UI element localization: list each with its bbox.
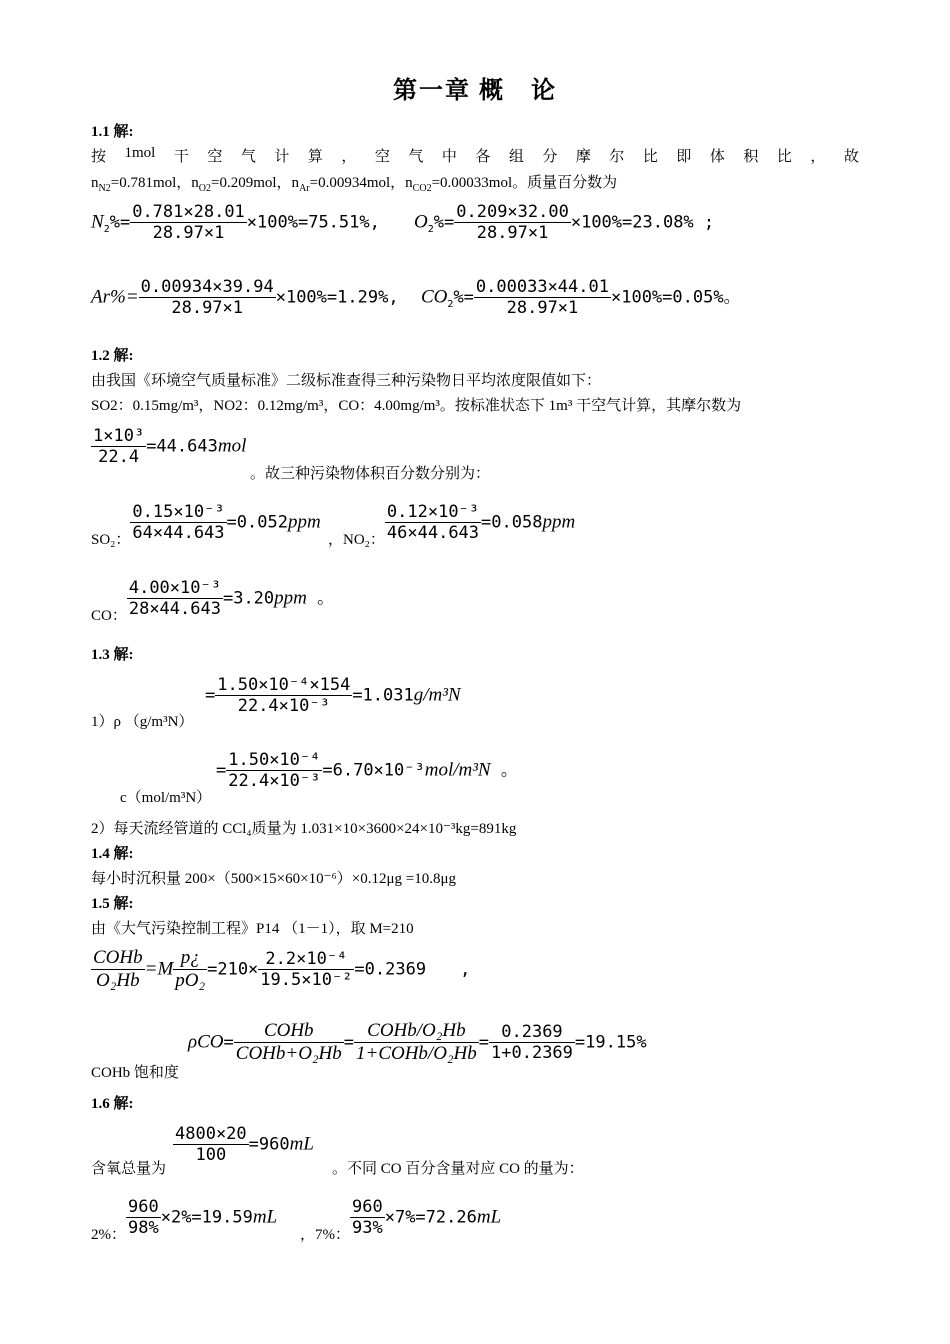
s15-line1: 由《大气污染控制工程》P14 （1－1），取 M=210 (91, 921, 414, 937)
equation-cohb-ratio: $\frac{\text{COHb}}{\text{O₂Hb}}$ =M $\frac{p¿}{\text{pO₂}}$ =210× $\frac{\text{2.2×10⁻⁴}}{\text{19.5×10⁻²}}$ =0.2369 , (93, 947, 471, 991)
s11-word: 1mol (124, 145, 156, 161)
s11-word: 故 (843, 149, 859, 165)
equation-no2: ，NO₂： $\frac{\text{0.12×10⁻³}}{46\times 44.643}$ =0.058ppm (328, 502, 576, 548)
s11-word: 算 (307, 149, 323, 165)
s14-line1: 每小时沉积量 200×（500×15×60×10⁻⁶）×0.12μg =10.8μg (91, 871, 456, 887)
section-heading-1-3: 1.3 解: (91, 647, 134, 663)
equation-co: CO： $\frac{\text{4.00×10⁻³}}{28\times 44.643}$ =3.20ppm 。 (91, 578, 335, 624)
s11-word: 计 (274, 149, 290, 165)
equation-c: = $\frac{\text{1.50×10⁻⁴}}{\text{22.4×10⁻³}}$ =6.70×10⁻³mol/m³N 。 (216, 750, 518, 791)
s15-sat-label: COHb 饱和度 (91, 1065, 179, 1081)
s11-word: 按 (91, 149, 107, 165)
equation-co-7pct: ，7%： $\frac{960}{93\%}$ ×7%=72.26mL (300, 1197, 502, 1243)
s11-word: 组 (508, 149, 524, 165)
s11-word: 空 (374, 149, 390, 165)
s11-word: 积 (743, 149, 759, 165)
s11-word: ， (341, 149, 357, 165)
section-heading-1-2: 1.2 解: (91, 348, 134, 364)
section-heading-1-1: 1.1 解: (91, 124, 134, 140)
equation-co2: $CO_2\%=$ $\frac{0.00033\times 44.01}{28.97\times 1}$ ×100%=0.05%。 (421, 277, 741, 318)
equation-ar: Ar%= $\frac{0.00934\times 39.94}{28.97\times 1}$ ×100%=1.29%, (91, 277, 399, 318)
s11-line1 (91, 145, 859, 166)
s12-line1: 由我国《环境空气质量标准》二级标准查得三种污染物日平均浓度限值如下： (91, 373, 602, 389)
equation-total-oxygen: $\frac{4800\times 20}{100}$ =960mL (175, 1124, 314, 1165)
s11-word: 空 (207, 149, 223, 165)
s12-line2: SO2：0.15mg/m³，NO2：0.12mg/m³，CO：4.00mg/m³。按标准状态下 1m³ 干空气计算，其摩尔数为 (91, 398, 742, 414)
equation-o2: $O_2\%=$ $\frac{0.209\times 32.00}{28.97\times 1}$ ×100%=23.08% ; (414, 202, 715, 243)
s11-word: ， (810, 149, 826, 165)
s13-rho-label: 1）ρ （g/m³N） (91, 714, 194, 730)
s11-word: 气 (408, 149, 424, 165)
s13-line2: 2）每天流经管道的 CCl₄质量为 1.031×10×3600×24×10⁻³kg=891kg (91, 821, 517, 837)
s11-word: 即 (676, 149, 692, 165)
equation-saturation: ρCO= $\frac{\text{COHb}}{\text{COHb+O₂Hb}}$ = $\frac{\text{COHb/O₂Hb}}{\text{1+COHb/O₂Hb}}$ = $\frac{0.2369}{1+0.2369}$ =19.15% (188, 1020, 647, 1064)
s11-word: 气 (240, 149, 256, 165)
equation-n2: $N_2\%=$ $\frac{0.781\times 28.01}{28.97\times 1}$ ×100%=75.51%, (91, 202, 380, 243)
equation-rho: = $\frac{\text{1.50×10⁻⁴×154}}{\text{22.4×10⁻³}}$ =1.031g/m³N (205, 675, 461, 716)
s11-word: 体 (709, 149, 725, 165)
equation-co-2pct: 2%： $\frac{960}{98\%}$ ×2%=19.59mL (91, 1197, 278, 1243)
s16-total-text: 。不同 CO 百分含量对应 CO 的量为： (332, 1161, 584, 1177)
section-heading-1-4: 1.4 解: (91, 846, 134, 862)
s12-mol-text: 。故三种污染物体积百分数分别为： (250, 466, 491, 482)
s11-word: 分 (542, 149, 558, 165)
section-heading-1-6: 1.6 解: (91, 1096, 134, 1112)
s13-c-label: c（mol/m³N） (120, 790, 212, 806)
s11-word: 各 (475, 149, 491, 165)
s11-word: 比 (642, 149, 658, 165)
section-heading-1-5: 1.5 解: (91, 896, 134, 912)
s11-word: 摩 (575, 149, 591, 165)
equation-molar: $\frac{\text{1×10³}}{22.4}$ =44.643mol (93, 426, 247, 467)
s16-total-label: 含氧总量为 (91, 1161, 167, 1177)
s11-word: 中 (441, 149, 457, 165)
s11-word: 干 (173, 149, 189, 165)
equation-so2: SO₂： $\frac{\text{0.15×10⁻³}}{64\times 44.643}$ =0.052ppm (91, 502, 321, 548)
s11-word: 尔 (609, 149, 625, 165)
page-title: 第一章 概 论 (393, 78, 557, 104)
s11-word: 比 (776, 149, 792, 165)
s11-line2: $n_{N2}=0.781mol$，$n_{O2}=0.209mol$，$n_{Ar}=0.00934mol$，$n_{CO2}=0.00033mol$。质量百分数为 (91, 175, 618, 194)
